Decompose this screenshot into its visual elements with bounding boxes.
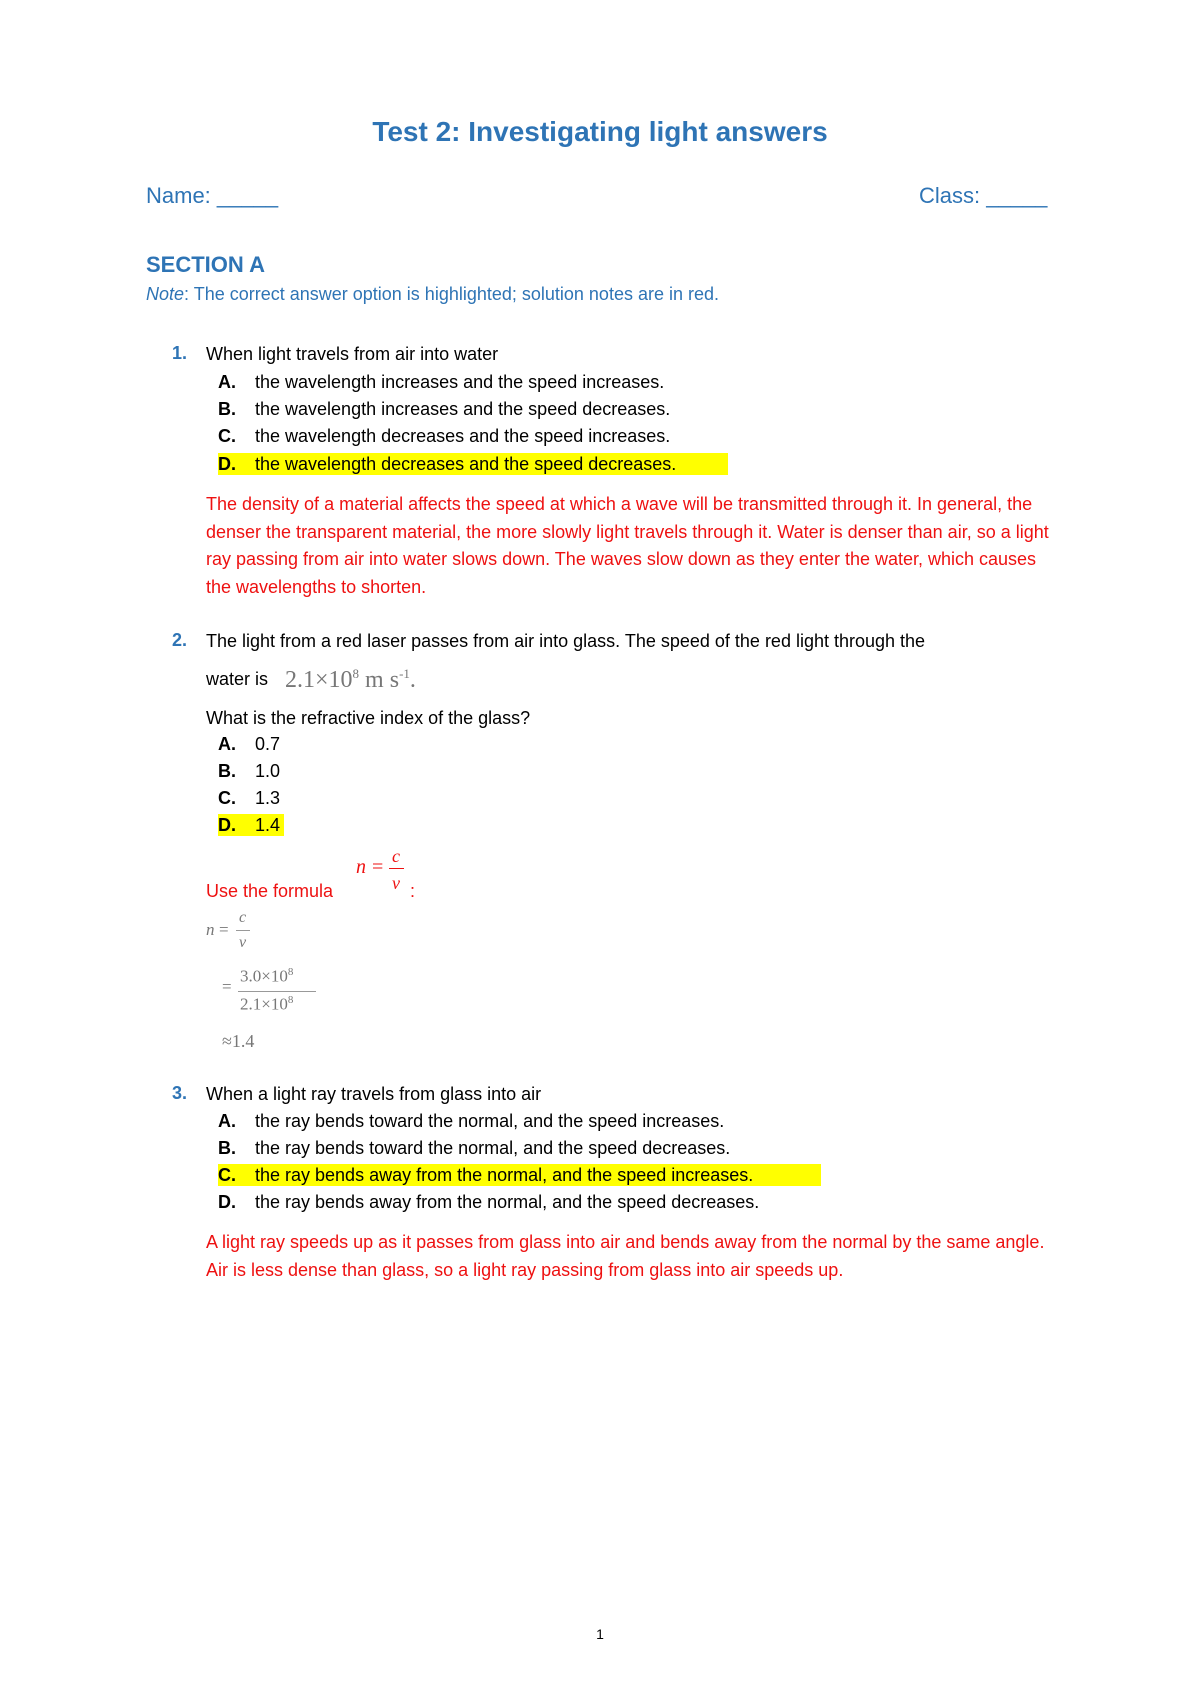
solution-denominator	[240, 994, 293, 1015]
speed-exponent: 8	[352, 666, 360, 681]
q2-option-a	[218, 733, 280, 755]
option-letter: D.	[218, 1192, 236, 1212]
option-letter: D.	[218, 454, 236, 474]
option-text: 0.7	[255, 734, 281, 754]
question-1-stem: When light travels from air into water	[206, 344, 499, 364]
formula-intro: Use the formula	[206, 881, 334, 901]
option-text: 1.0	[255, 761, 281, 781]
solution-n: n	[206, 920, 215, 939]
denominator-exponent: 8	[287, 994, 294, 1006]
formula-c: c	[392, 846, 400, 866]
note-text: : The correct answer option is highlighted; solution notes are in red.	[184, 284, 720, 304]
option-text: the wavelength increases and the speed decreases.	[255, 399, 671, 419]
option-letter: A.	[218, 734, 236, 754]
option-letter: B.	[218, 399, 236, 419]
option-text: the wavelength increases and the speed increases.	[255, 372, 665, 392]
numerator-value: 3.0×10	[240, 966, 288, 986]
q2-option-d-correct	[218, 814, 284, 836]
question-3-stem: When a light ray travels from glass into air	[206, 1084, 542, 1104]
class-field: Class: _____	[919, 183, 1048, 208]
question-1-number: 1.	[172, 343, 188, 363]
q3-option-d	[218, 1191, 759, 1213]
q1-option-c	[218, 425, 670, 447]
numerator-exponent: 8	[287, 966, 294, 978]
speed-value: 2.1×10	[285, 667, 353, 693]
option-text: the ray bends toward the normal, and the speed decreases.	[255, 1138, 731, 1158]
denominator-value: 2.1×10	[240, 994, 288, 1014]
q2-option-c	[218, 787, 280, 809]
option-letter: C.	[218, 426, 236, 446]
option-text: the wavelength decreases and the speed decreases.	[255, 454, 677, 474]
solution-c: c	[239, 909, 247, 926]
option-text: the wavelength decreases and the speed increases.	[255, 426, 671, 446]
question-2-stem-line2: water is	[206, 669, 269, 689]
solution-fraction-bar-1	[236, 930, 250, 931]
solution-numerator	[240, 966, 293, 987]
name-field: Name: _____	[146, 183, 279, 208]
q1-explanation: The density of a material affects the speed at which a wave will be transmitted through it. In general, the denser the transparent material, the more slowly light travels through it. Water is denser than air, so a light ray passing from air into water slows down. The waves slow down as they enter the water, which causes the wavelengths to shorten.	[206, 494, 1049, 597]
note-prefix: Note	[146, 284, 185, 304]
speed-unit-exponent: -1	[399, 666, 410, 681]
option-letter: C.	[218, 788, 236, 808]
solution-fraction-bar-2	[238, 991, 316, 992]
option-letter: B.	[218, 1138, 236, 1158]
option-text: the ray bends toward the normal, and the speed increases.	[255, 1111, 725, 1131]
formula-equals: =	[372, 856, 384, 878]
option-text: the ray bends away from the normal, and the speed decreases.	[255, 1192, 760, 1212]
q3-explanation: A light ray speeds up as it passes from glass into air and bends away from the normal by the same angle. Air is less dense than glass, so a light ray passing from glass into air speeds up.	[206, 1232, 1045, 1280]
question-2-prompt: What is the refractive index of the glass?	[206, 708, 531, 728]
option-text: the ray bends away from the normal, and the speed increases.	[255, 1165, 754, 1185]
q3-option-b	[218, 1137, 730, 1159]
option-text: 1.4	[255, 815, 281, 835]
instructions-note	[146, 284, 719, 305]
q3-option-a	[218, 1110, 724, 1132]
option-letter: A.	[218, 372, 236, 392]
solution-equals-2: =	[222, 977, 232, 996]
q2-option-b	[218, 760, 280, 782]
formula-v: v	[392, 873, 400, 893]
speed-unit: m s	[365, 667, 400, 693]
q1-option-d-correct	[218, 453, 728, 475]
option-letter: D.	[218, 815, 236, 835]
solution-v: v	[239, 934, 247, 951]
formula-fraction-bar	[389, 868, 404, 869]
option-letter: A.	[218, 1111, 236, 1131]
option-text: 1.3	[255, 788, 281, 808]
q1-option-a	[218, 371, 664, 393]
solution-equals-1: =	[219, 920, 229, 939]
speed-expression: $2.1\times 10^8$ m $s^{-1}$.	[285, 666, 416, 693]
page-title: Test 2: Investigating light answers	[372, 116, 828, 147]
page-number: 1	[596, 1626, 604, 1642]
question-3-number: 3.	[172, 1083, 188, 1103]
option-letter: B.	[218, 761, 236, 781]
section-heading: SECTION A	[146, 252, 265, 277]
question-2-stem: The light from a red laser passes from air into glass. The speed of the red light through the	[206, 631, 926, 651]
q1-option-b	[218, 398, 670, 420]
question-2-number: 2.	[172, 630, 188, 650]
formula-n: n	[356, 856, 366, 878]
q3-option-c-correct	[218, 1164, 821, 1186]
formula-colon: :	[410, 881, 416, 901]
solution-result: ≈1.4	[222, 1031, 255, 1051]
option-letter: C.	[218, 1165, 236, 1185]
